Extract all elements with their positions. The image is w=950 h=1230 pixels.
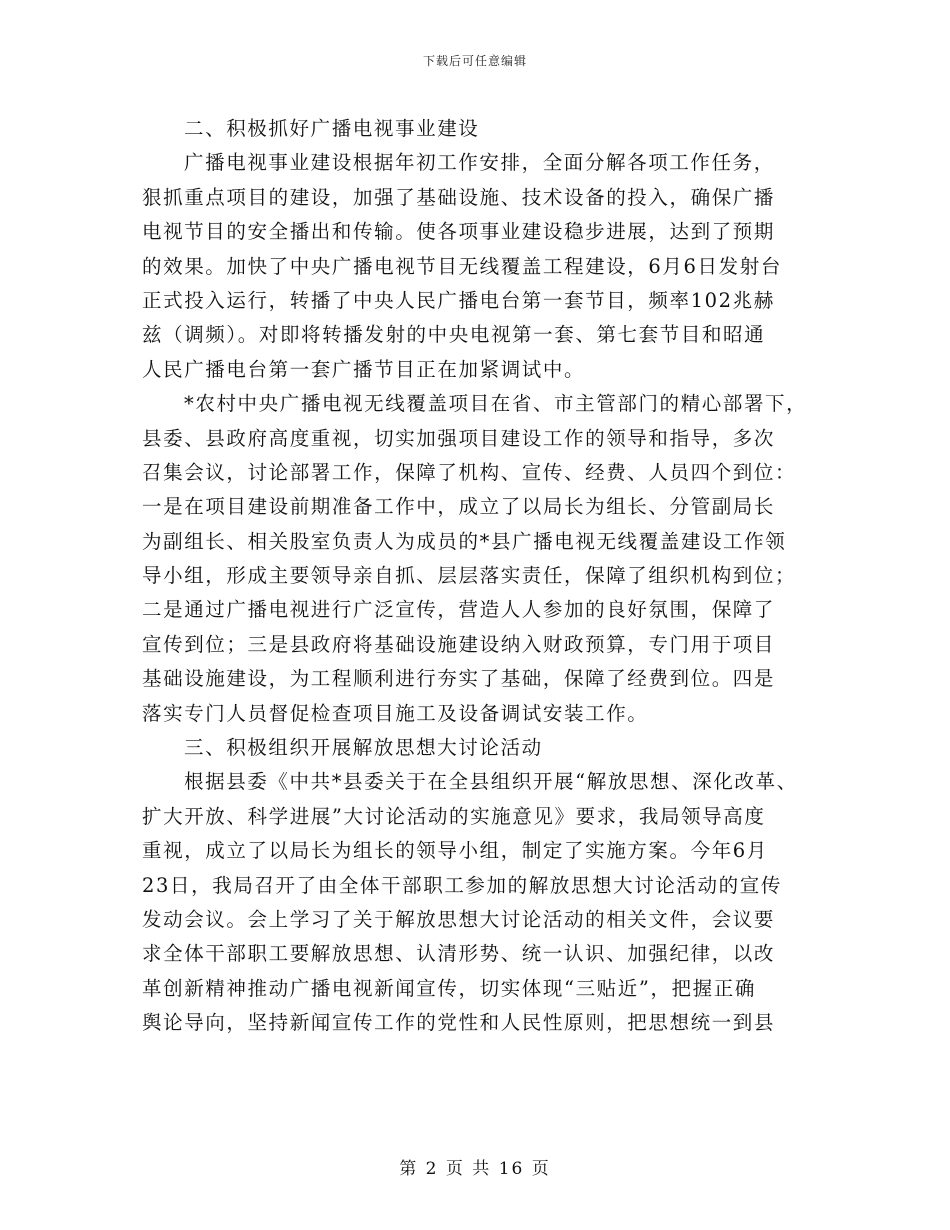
text-line: 为副组长、相关股室负责人为成员的*县广播电视无线覆盖建设工作领 [142, 529, 787, 553]
text-line: 23日，我局召开了由全体干部职工参加的解放思想大讨论活动的宣传 [142, 873, 782, 897]
text-line: 兹（调频）。对即将转播发射的中央电视第一套、第七套节目和昭通 [142, 323, 766, 347]
text-line: 召集会议，讨论部署工作，保障了机构、宣传、经费、人员四个到位： [142, 460, 797, 484]
text-line: 舆论导向，坚持新闻宣传工作的党性和人民性原则，把思想统一到县 [142, 1011, 776, 1035]
text-line: 三、积极组织开展解放思想大讨论活动 [184, 736, 543, 760]
text-line: 重视，成立了以局长为组长的领导小组，制定了实施方案。今年6月 [142, 839, 768, 863]
text-line: 电视节目的安全播出和传输。使各项事业建设稳步进展，达到了预期 [142, 220, 776, 244]
document-body [142, 112, 832, 1041]
text-line: 一是在项目建设前期准备工作中，成立了以局长为组长、分管副局长 [142, 495, 776, 519]
text-line: *农村中央广播电视无线覆盖项目在省、市主管部门的精心部署下， [184, 392, 808, 416]
page-footer: 第 2 页 共 16 页 [399, 1159, 551, 1179]
text-line: 发动会议。会上学习了关于解放思想大讨论活动的相关文件，会议要 [142, 907, 776, 931]
text-line: 导小组，形成主要领导亲自抓、层层落实责任，保障了组织机构到位； [142, 564, 797, 588]
text-line: 基础设施建设，为工程顺利进行夯实了基础，保障了经费到位。四是 [142, 667, 776, 691]
text-line: 根据县委《中共*县委关于在全县组织开展“解放思想、深化改革、 [184, 770, 798, 794]
text-line: 宣传到位；三是县政府将基础设施建设纳入财政预算，专门用于项目 [142, 632, 776, 656]
text-line: 革创新精神推动广播电视新闻宣传，切实体现“三贴近”，把握正确 [142, 976, 756, 1000]
page-header: 下载后可任意编辑 [422, 54, 527, 68]
text-line: 二、积极抓好广播电视事业建设 [184, 117, 480, 140]
text-line: 狠抓重点项目的建设，加强了基础设施、技术设备的投入，确保广播 [142, 185, 776, 209]
text-line: 扩大开放、科学进展”大讨论活动的实施意见》要求，我局领导高度 [142, 804, 766, 828]
text-line: 人民广播电台第一套广播节目正在加紧调试中。 [142, 357, 586, 381]
text-line: 广播电视事业建设根据年初工作安排，全面分解各项工作任务， [184, 151, 775, 175]
text-line: 落实专门人员督促检查项目施工及设备调试安装工作。 [142, 701, 649, 725]
text-line: 县委、县政府高度重视，切实加强项目建设工作的领导和指导，多次 [142, 426, 776, 450]
text-line: 二是通过广播电视进行广泛宣传，营造人人参加的良好氛围，保障了 [142, 598, 776, 622]
text-line: 的效果。加快了中央广播电视节目无线覆盖工程建设，6月6日发射台 [142, 254, 782, 278]
text-line: 求全体干部职工要解放思想、认清形势、统一认识、加强纪律，以改 [142, 942, 776, 966]
text-line: 正式投入运行，转播了中央人民广播电台第一套节目，频率102兆赫 [142, 288, 775, 312]
